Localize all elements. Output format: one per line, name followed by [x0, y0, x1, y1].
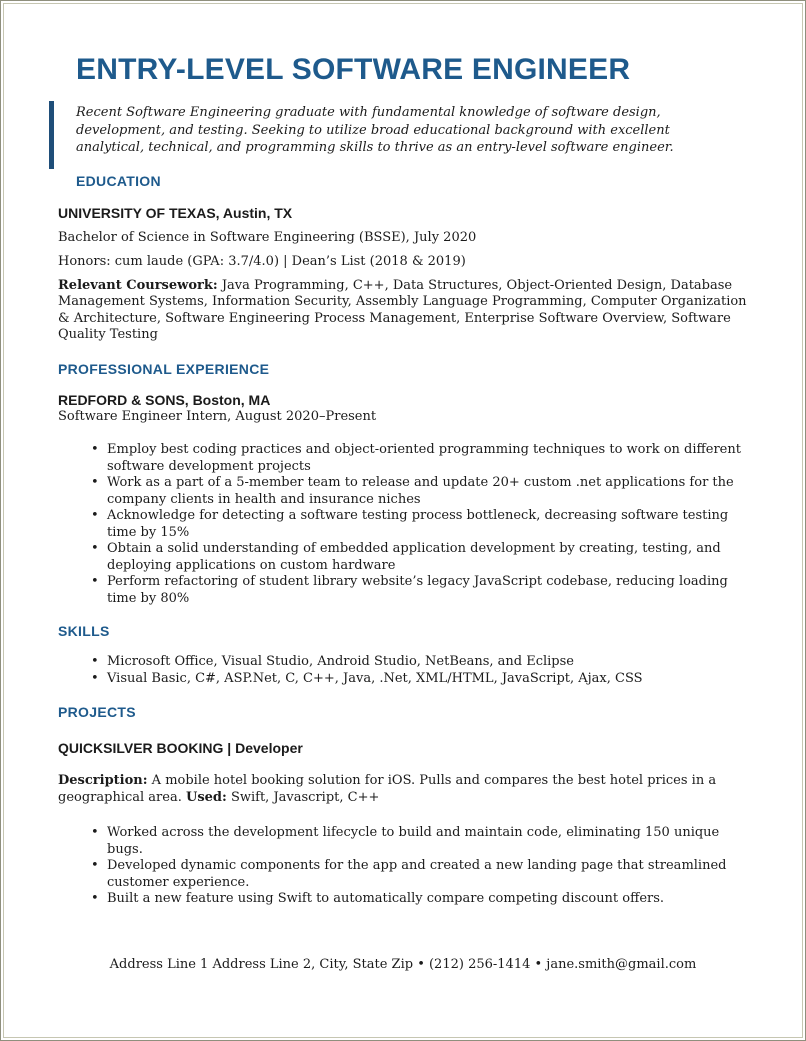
project-description	[58, 773, 748, 806]
list-item: • Employ best coding practices and object-oriented programming techniques to work on different software development projects	[89, 442, 748, 475]
coursework-label: Relevant Coursework:	[58, 277, 218, 293]
education-honors: Honors: cum laude (GPA: 3.7/4.0) | Dean’s List (2018 & 2019)	[58, 254, 466, 269]
list-item: • Work as a part of a 5-member team to release and update 20+ custom .net applications for the company clients in health and insurance niches	[89, 475, 748, 508]
summary-text: Recent Software Engineering graduate with fundamental knowledge of software design, development, and testing. Seeking to utilize broad educational background with excellent analytical, technical, and programming skills to thrive as an entry-level software engineer.	[76, 105, 674, 155]
description-label: Description:	[58, 773, 148, 788]
used-text: Swift, Javascript, C++	[230, 789, 380, 805]
project-title: QUICKSILVER BOOKING | Developer	[58, 740, 303, 756]
experience-role: Software Engineer Intern, August 2020–Present	[58, 408, 377, 424]
description-text: A mobile hotel booking solution for iOS. Pulls and compares the best hotel prices in a geographical area.	[58, 773, 717, 805]
summary-block	[49, 101, 748, 169]
section-heading-projects: PROJECTS	[58, 704, 136, 720]
used-label: Used:	[185, 789, 227, 805]
education-school: UNIVERSITY OF TEXAS, Austin, TX	[58, 204, 293, 221]
list-item: • Microsoft Office, Visual Studio, Android Studio, NetBeans, and Eclipse	[89, 654, 748, 671]
list-item: • Worked across the development lifecycle to build and maintain code, eliminating 150 unique bugs.	[89, 825, 748, 858]
list-item: • Built a new feature using Swift to automatically compare competing discount offers.	[89, 891, 748, 908]
section-heading-education: EDUCATION	[76, 172, 161, 189]
education-coursework	[58, 278, 748, 344]
coursework-text: Java Programming, C++, Data Structures, Object-Oriented Design, Database Management Systems, Information Security, Assembly Language Programming, Computer Organization & Architecture, Software Engineering Process Management, Enterprise Software Overview, Software Quality Testing	[58, 277, 747, 342]
skills-bullet-list	[58, 654, 748, 687]
list-item: • Acknowledge for detecting a software testing process bottleneck, decreasing software testing time by 15%	[89, 508, 748, 541]
section-heading-experience: PROFESSIONAL EXPERIENCE	[58, 360, 270, 377]
list-item: • Developed dynamic components for the app and created a new landing page that streamlined customer experience.	[89, 858, 748, 891]
experience-company: REDFORD & SONS, Boston, MA	[58, 391, 271, 408]
contact-footer: Address Line 1 Address Line 2, City, State Zip • (212) 256-1414 • jane.smith@gmail.com	[109, 956, 697, 972]
list-item: • Perform refactoring of student library website’s legacy JavaScript codebase, reducing loading time by 80%	[89, 574, 748, 607]
list-item: • Obtain a solid understanding of embedded application development by creating, testing, and deploying applications on custom hardware	[89, 541, 748, 574]
education-degree: Bachelor of Science in Software Engineering (BSSE), July 2020	[58, 229, 477, 245]
section-heading-skills: SKILLS	[58, 623, 110, 639]
list-item: • Visual Basic, C#, ASP.Net, C, C++, Java, .Net, XML/HTML, JavaScript, Ajax, CSS	[89, 671, 748, 688]
experience-bullet-list	[58, 442, 748, 607]
project-bullet-list	[58, 825, 748, 908]
resume-title: ENTRY-LEVEL SOFTWARE ENGINEER	[76, 53, 631, 86]
